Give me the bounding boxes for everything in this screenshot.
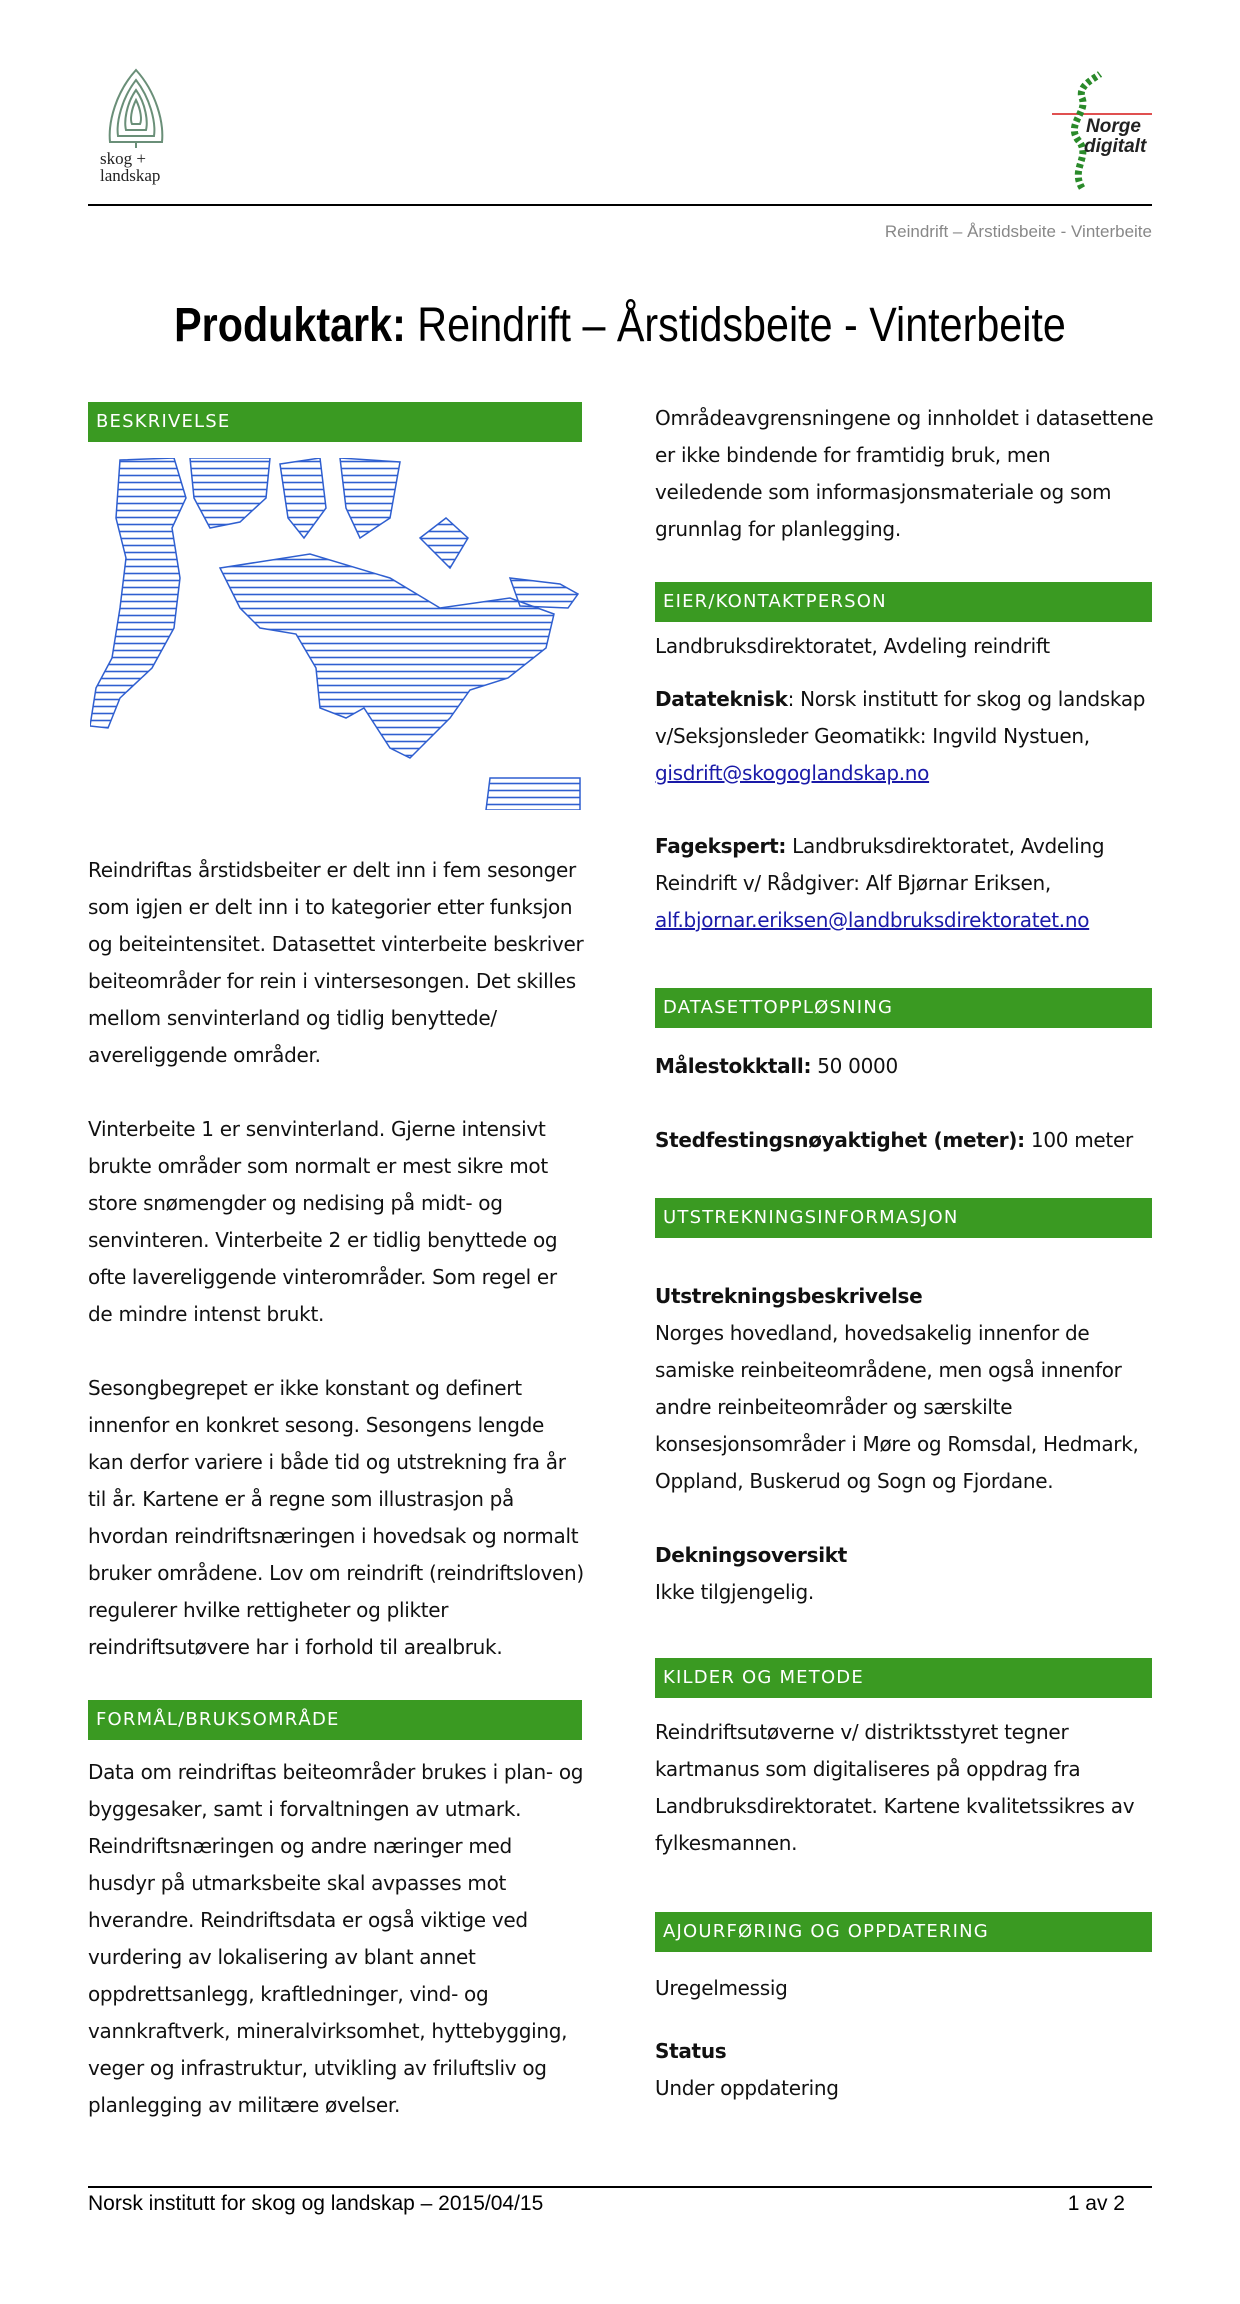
section-heading-kilder: KILDER OG METODE bbox=[655, 1658, 1152, 1698]
oppl-scale bbox=[655, 1048, 1155, 1085]
beskrivelse-p2: Vinterbeite 1 er senvinterland. Gjerne intensivt brukte områder som normalt er mest sikre mot store snømengder og nedising på midt- og senvinteren. Vinterbeite 2 er tidlig benyttede og ofte lavereliggende vinterområder. Som regel er de mindre intenst brukt. bbox=[88, 1117, 558, 1326]
header-rule bbox=[88, 204, 1152, 206]
utstr-desc-label: Utstrekningsbeskrivelse bbox=[655, 1284, 923, 1308]
oppl-scale-label: Målestokktall: bbox=[655, 1054, 812, 1078]
eier-expert bbox=[655, 828, 1155, 939]
ajour-text bbox=[655, 1970, 1155, 2107]
eier-tech bbox=[655, 681, 1155, 792]
ajour-p1: Uregelmessig bbox=[655, 1976, 788, 2000]
section-heading-ajour: AJOURFØRING OG OPPDATERING bbox=[655, 1912, 1152, 1952]
kilder-text bbox=[655, 1714, 1155, 1862]
eier-expert-email-link[interactable]: alf.bjornar.eriksen@landbruksdirektoratet.no bbox=[655, 908, 1090, 932]
page-number: 1 av 2 bbox=[1067, 2192, 1125, 2215]
beskrivelse-p3: Sesongbegrepet er ikke konstant og definert innenfor en konkret sesong. Sesongens lengde kan derfor variere i både tid og utstrekning fra år til år. Kartene er å regne som illustrasjon på hvordan reindriftsnæringen i hovedsak og normalt bruker områdene. Lov om reindrift (reindriftsloven) regulerer hvilke rettigheter og plikter reindriftsutøvere har i forhold til arealbruk. bbox=[88, 1376, 584, 1659]
utstr-cov-text: Ikke tilgjengelig. bbox=[655, 1580, 814, 1604]
oppl-accuracy-value: 100 meter bbox=[1024, 1128, 1133, 1152]
oppl-scale-value: 50 0000 bbox=[811, 1054, 898, 1078]
section-heading-formal: FORMÅL/BRUKSOMRÅDE bbox=[88, 1700, 582, 1740]
section-heading-beskrivelse: BESKRIVELSE bbox=[88, 402, 582, 442]
logo-left-line2: landskap bbox=[100, 166, 161, 185]
beskrivelse-p1: Reindriftas årstidsbeiter er delt inn i fem sesonger som igjen er delt inn i to kategorier etter funksjon og beiteintensitet. Datasettet vinterbeite beskriver beiteområder for rein i vintersesongen. Det skilles mellom senvinterland og tidlig benyttede/ avereliggende områder. bbox=[88, 858, 584, 1067]
section-heading-eier: EIER/KONTAKTPERSON bbox=[655, 582, 1152, 622]
page-title bbox=[87, 298, 1153, 353]
formal-text bbox=[88, 1754, 584, 2124]
utstr-desc-text: Norges hovedland, hovedsakelig innenfor de samiske reinbeiteområdene, men også innenfor andre reinbeiteområder og særskilte konsesjonsområder i Møre og Romsdal, Hedmark, Oppland, Buskerud og Sogn og Fjordane. bbox=[655, 1321, 1139, 1493]
right-intro-p1: Områdeavgrensningene og innholdet i datasettene er ikke bindende for framtidig bruk, men veiledende som informasjonsmateriale og som grunnlag for planlegging. bbox=[655, 406, 1154, 541]
utstr-cov-label: Dekningsoversikt bbox=[655, 1543, 848, 1567]
eier-expert-label: Fagekspert: bbox=[655, 834, 787, 858]
norge-digitalt-logo-icon bbox=[1052, 68, 1152, 196]
utstr-text bbox=[655, 1278, 1155, 1611]
ajour-status-text: Under oppdatering bbox=[655, 2076, 839, 2100]
map-illustration-icon bbox=[90, 458, 582, 810]
oppl-accuracy bbox=[655, 1122, 1155, 1159]
ajour-status-label: Status bbox=[655, 2039, 727, 2063]
section-heading-utstr: UTSTREKNINGSINFORMASJON bbox=[655, 1198, 1152, 1238]
logo-right-line1: Norge bbox=[1086, 116, 1141, 137]
eier-expert-text: Landbruksdirektoratet, Avdeling Reindrift v/ Rådgiver: Alf Bjørnar Eriksen, bbox=[655, 834, 1105, 895]
formal-p1: Data om reindriftas beiteområder brukes i plan- og byggesaker, samt i forvaltningen av utmark. Reindriftsnæringen og andre næringer med husdyr på utmarksbeite skal avpasses mot hverandre. Reindriftsdata er også viktige ved vurdering av lokalisering av blant annet oppdrettsanlegg, kraftledninger, vind- og vannkraftverk, mineralvirksomhet, hyttebygging, veger og infrastruktur, utvikling av friluftsliv og planlegging av militære øvelser. bbox=[88, 1760, 584, 2117]
eier-owner: Landbruksdirektoratet, Avdeling reindrift bbox=[655, 634, 1050, 658]
oppl-text bbox=[655, 1048, 1155, 1159]
oppl-accuracy-label: Stedfestingsnøyaktighet (meter): bbox=[655, 1128, 1025, 1152]
right-intro-text bbox=[655, 400, 1155, 548]
skog-landskap-logo-text bbox=[100, 150, 160, 184]
eier-tech-email-link[interactable]: gisdrift@skogoglandskap.no bbox=[655, 761, 930, 785]
kilder-p1: Reindriftsutøverne v/ distriktsstyret tegner kartmanus som digitaliseres på oppdrag fra Landbruksdirektoratet. Kartene kvalitetssikres av fylkesmannen. bbox=[655, 1720, 1135, 1855]
section-heading-oppl: DATASETTOPPLØSNING bbox=[655, 988, 1152, 1028]
footer-left: Norsk institutt for skog og landskap – 2015/04/15 bbox=[88, 2192, 544, 2215]
footer-rule bbox=[88, 2186, 1152, 2188]
beskrivelse-text bbox=[88, 852, 584, 1666]
eier-text bbox=[655, 628, 1155, 939]
title-rest: Reindrift – Årstidsbeite - Vinterbeite bbox=[405, 299, 1066, 352]
title-bold: Produktark: bbox=[174, 299, 406, 352]
eier-tech-text: : Norsk institutt for skog og landskap v/Seksjonsleder Geomatikk: Ingvild Nystuen, bbox=[655, 687, 1146, 748]
running-head: Reindrift – Årstidsbeite - Vinterbeite bbox=[884, 222, 1152, 241]
logo-left-line1: skog + bbox=[100, 149, 146, 168]
eier-tech-label: Datateknisk bbox=[655, 687, 788, 711]
logo-right-line2: digitalt bbox=[1084, 136, 1147, 157]
